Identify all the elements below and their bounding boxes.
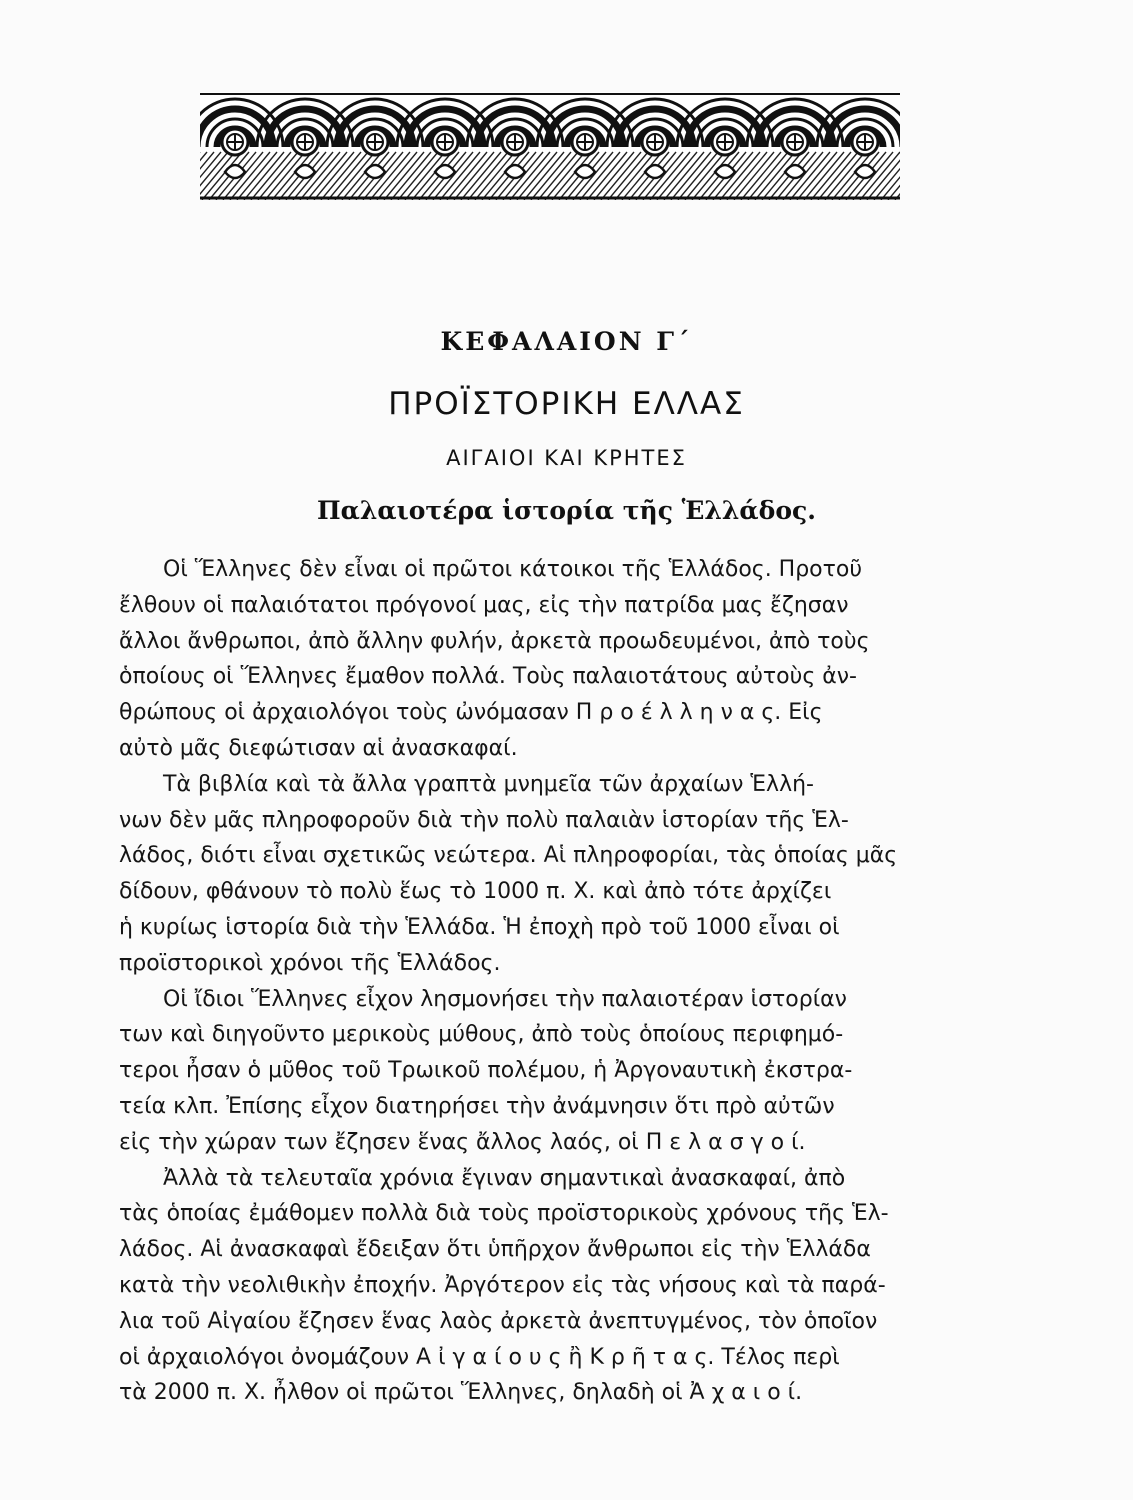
text-line: οἱ ἀρχαιολόγοι ὀνομάζουν Α ἰ γ α ί ο υ ς ἢ Κ ρ ῆ τ α ς. Τέλος περὶ [119,1344,840,1370]
body-text [119,552,987,1411]
paragraph [119,552,987,767]
text-line: λάδος, διότι εἶναι σχετικῶς νεώτερα. Αἱ πληροφορίαι, τὰς ὁποίας μᾶς [119,843,898,869]
text-line: προϊστορικοὶ χρόνοι τῆς Ἑλλάδος. [119,950,501,976]
text-line: Οἱ ἴδιοι Ἕλληνες εἶχον λησμονήσει τὴν παλαιοτέραν ἱστορίαν [163,986,847,1012]
paragraph [119,767,987,982]
text-line: ὁποίους οἱ Ἕλληνες ἔμαθον πολλά. Τοὺς παλαιοτάτους αὐτοὺς ἀν- [119,664,857,690]
text-line: νων δὲν μᾶς πληροφοροῦν διὰ τὴν πολὺ παλαιὰν ἱστορίαν τῆς Ἑλ- [119,807,849,833]
chapter-heading: ΚΕΦΑΛΑΙΟΝ Γ΄ [440,327,693,356]
text-line: τεία κλπ. Ἐπίσης εἶχον διατηρήσει τὴν ἀνάμνησιν ὅτι πρὸ αὐτῶν [119,1093,835,1119]
text-line: ἡ κυρίως ἱστορία διὰ τὴν Ἑλλάδα. Ἡ ἐποχὴ πρὸ τοῦ 1000 εἶναι οἱ [119,914,840,940]
text-line: ἔλθουν οἱ παλαιότατοι πρόγονοί μας, εἰς τὴν πατρίδα μας ἔζησαν [119,592,849,618]
text-line: τὰ 2000 π. Χ. ἦλθον οἱ πρῶτοι Ἕλληνες, δηλαδὴ οἱ Ἀ χ α ι ο ί. [119,1380,803,1406]
text-line: Οἱ Ἕλληνες δὲν εἶναι οἱ πρῶτοι κάτοικοι τῆς Ἑλλάδος. Προτοῦ [163,557,863,582]
text-line: κατὰ τὴν νεολιθικὴν ἐποχήν. Ἀργότερον εἰς τὰς νήσους καὶ τὰ παρά- [119,1272,886,1298]
text-line: δίδουν, φθάνουν τὸ πολὺ ἕως τὸ 1000 π. Χ. καὶ ἀπὸ τότε ἀρχίζει [119,879,832,905]
text-line: τὰς ὁποίας ἐμάθομεν πολλὰ διὰ τοὺς προϊστορικοὺς χρόνους τῆς Ἑλ- [119,1201,889,1227]
text-line: Τὰ βιβλία καὶ τὰ ἄλλα γραπτὰ μνημεῖα τῶν ἀρχαίων Ἑλλή- [163,771,814,797]
text-line: Ἀλλὰ τὰ τελευταῖα χρόνια ἔγιναν σημαντικαὶ ἀνασκαφαί, ἀπὸ [163,1165,846,1191]
text-line: αὐτὸ μᾶς διεφώτισαν αἱ ἀνασκαφαί. [119,735,518,761]
greek-spiral-wave-band-icon [200,92,900,200]
paragraph [119,1161,987,1412]
text-line: εἰς τὴν χώραν των ἔζησεν ἕνας ἄλλος λαός, οἱ Π ε λ α σ γ ο ί. [119,1129,806,1155]
text-line: λάδος. Αἱ ἀνασκαφαὶ ἔδειξαν ὅτι ὑπῆρχον ἄνθρωποι εἰς τὴν Ἑλλάδα [119,1237,871,1263]
text-line: ἄλλοι ἄνθρωποι, ἀπὸ ἄλλην φυλήν, ἀρκετὰ προωδευμένοι, ἀπὸ τοὺς [119,628,870,654]
page-title: ΠΡΟΪΣΤΟΡΙΚΗ ΕΛΛΑΣ [388,386,745,422]
text-line: τεροι ἦσαν ὁ μῦθος τοῦ Τρωικοῦ πολέμου, ἡ Ἀργοναυτικὴ ἐκστρα- [119,1058,853,1084]
text-line: λια τοῦ Αἰγαίου ἔζησεν ἕνας λαὸς ἀρκετὰ ἀνεπτυγμένος, τὸν ὁποῖον [119,1308,878,1334]
page-subtitle: ΑΙΓΑΙΟΙ ΚΑΙ ΚΡΗΤΕΣ [446,446,687,470]
text-line: θρώπους οἱ ἀρχαιολόγοι τοὺς ὠνόμασαν Π ρ ο έ λ λ η ν α ς. Εἰς [119,700,823,726]
text-line: των καὶ διηγοῦντο μερικοὺς μύθους, ἀπὸ τοὺς ὁποίους περιφημό- [119,1022,844,1048]
paragraph [119,982,987,1161]
section-heading: Παλαιοτέρα ἱστορία τῆς Ἑλλάδος. [317,496,816,525]
